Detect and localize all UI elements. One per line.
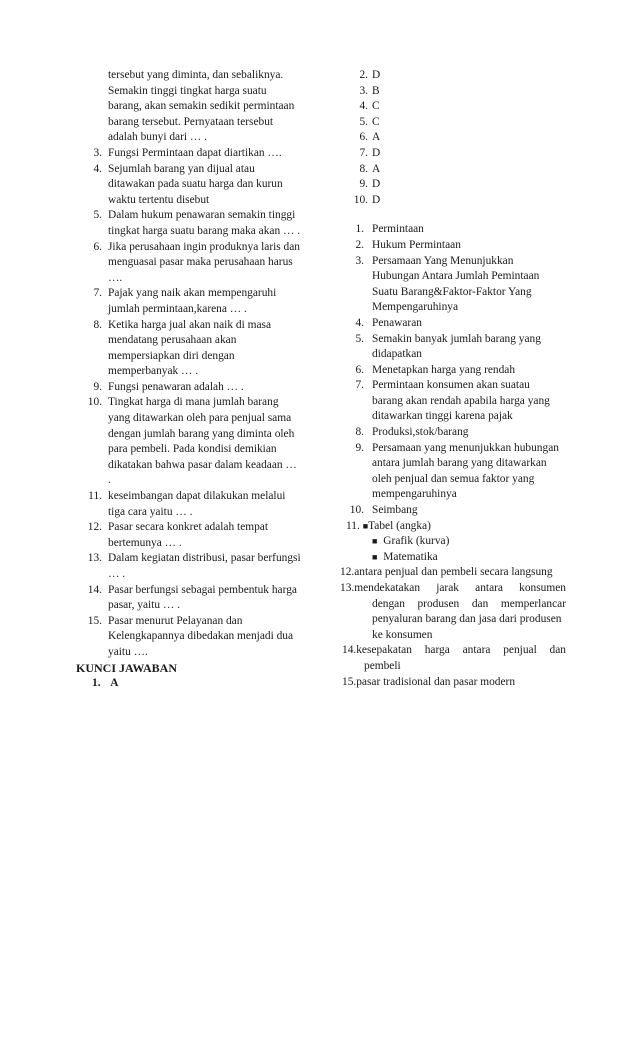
question-item xyxy=(74,380,314,396)
answer-text-line: Suatu Barang&Faktor-Faktor Yang xyxy=(372,285,532,298)
answer-number: 10. xyxy=(353,193,368,206)
right-column xyxy=(338,68,566,690)
question-number: 13. xyxy=(87,552,102,565)
answer-letter: B xyxy=(372,84,380,97)
answer-11 xyxy=(338,519,566,566)
answer-text-line: mempengaruhinya xyxy=(372,488,457,501)
mc-answer-item xyxy=(338,162,566,178)
question-text-line: yang ditawarkan oleh para penjual sama xyxy=(108,412,292,425)
answer-number: 4. xyxy=(355,316,364,329)
square-bullet-icon: ■ xyxy=(372,551,378,562)
answer-13-line: ke konsumen xyxy=(372,628,433,641)
essay-answers xyxy=(338,222,566,518)
question-item xyxy=(74,520,314,551)
multiple-choice-answers xyxy=(338,68,566,208)
question-text-line: tiga cara yaitu … . xyxy=(108,505,193,518)
answer-number: 5. xyxy=(355,332,364,345)
mc-answer-item xyxy=(338,193,566,209)
answer-text-line: ditawarkan tinggi karena pajak xyxy=(372,410,513,423)
answer-11-item: Matematika xyxy=(383,550,438,563)
essay-answer-item xyxy=(338,238,566,254)
question-text-line: mempersiapkan diri dengan xyxy=(108,349,235,362)
question-number: 10. xyxy=(87,396,102,409)
question-number: 5. xyxy=(93,209,102,222)
question-text-line: …. xyxy=(108,271,123,284)
answer-text-line: Mempengaruhinya xyxy=(372,301,459,314)
answer-letter: D xyxy=(372,178,381,191)
question-text-line: barang, akan semakin sedikit permintaan xyxy=(108,100,295,113)
answer-number: 6. xyxy=(359,131,368,144)
answer-letter: C xyxy=(372,100,380,113)
question-text-line: Pasar berfungsi sebagai pembentuk harga xyxy=(108,583,297,596)
essay-answer-item xyxy=(338,332,566,363)
question-item xyxy=(74,146,314,162)
answer-14-line: pembeli xyxy=(364,659,401,672)
answer-number: 1. xyxy=(355,223,364,236)
question-number: 15. xyxy=(87,614,102,627)
question-text-line: tersebut yang diminta, dan sebaliknya. xyxy=(108,69,284,81)
answer-text-line: Permintaan xyxy=(372,223,424,236)
essay-answer-item xyxy=(338,363,566,379)
question-text-line: Pajak yang naik akan mempengaruhi xyxy=(108,287,277,300)
answer-text-line: Semakin banyak jumlah barang yang xyxy=(372,332,541,345)
question-text-line: Kelengkapannya dibedakan menjadi dua xyxy=(108,630,294,643)
mc-answer-item xyxy=(338,146,566,162)
answer-text-line: barang akan rendah apabila harga yang xyxy=(372,394,550,407)
answer-text-line: Permintaan konsumen akan suatau xyxy=(372,379,530,392)
question-item xyxy=(74,583,314,614)
question-number: 9. xyxy=(93,380,102,393)
answer-text-line: Menetapkan harga yang rendah xyxy=(372,363,516,376)
answer-key-item-1 xyxy=(74,676,314,692)
essay-answer-item xyxy=(338,378,566,425)
answer-12: 12.antara penjual dan pembeli secara langsung xyxy=(340,566,553,579)
essay-answer-item xyxy=(338,254,566,316)
left-column xyxy=(74,68,314,692)
answer-13-line: 13.mendekatakan jarak antara konsumen xyxy=(340,582,566,594)
answer-number: 8. xyxy=(355,426,364,439)
answer-text-line: Seimbang xyxy=(372,504,418,517)
question-number: 11. xyxy=(88,490,102,503)
answer-number: 1. xyxy=(92,677,101,690)
answer-13-line: dengan produsen dan memperlancar xyxy=(372,597,566,610)
question-text-line: adalah bunyi dari … . xyxy=(108,131,208,144)
question-number: 4. xyxy=(93,162,102,175)
answer-number: 3. xyxy=(355,254,364,267)
question-text-line: Pasar secara konkret adalah tempat xyxy=(108,521,269,534)
answer-text-line: Persamaan yang menunjukkan hubungan xyxy=(372,441,559,454)
question-item xyxy=(74,318,314,380)
question-item xyxy=(74,286,314,317)
question-text-line: ditawakan pada suatu harga dan kurun xyxy=(108,178,283,191)
question-text-line: waktu tertentu disebut xyxy=(108,193,210,206)
question-text-line: Jika perusahaan ingin produknya laris dan xyxy=(108,240,301,253)
question-text-line: barang tersebut. Pernyataan tersebut xyxy=(108,115,274,128)
mc-answer-item xyxy=(338,99,566,115)
answer-number: 11. xyxy=(346,519,360,532)
question-2-continuation xyxy=(74,68,314,146)
question-number: 3. xyxy=(93,146,102,159)
question-number: 8. xyxy=(93,318,102,331)
question-number: 7. xyxy=(93,287,102,300)
question-text-line: bertemunya … . xyxy=(108,536,182,549)
question-text-line: menguasai pasar maka perusahaan harus xyxy=(108,256,293,269)
answer-text-line: didapatkan xyxy=(372,348,422,361)
question-text-line: keseimbangan dapat dilakukan melalui xyxy=(108,490,286,503)
question-text-line: Sejumlah barang yan dijual atau xyxy=(108,162,255,175)
answer-11-item: Tabel (angka) xyxy=(368,519,431,532)
mc-answer-item xyxy=(338,115,566,131)
question-text-line: Fungsi penawaran adalah … . xyxy=(108,380,244,393)
answer-letter: C xyxy=(372,115,380,128)
question-item xyxy=(74,489,314,520)
answer-text-line: antara jumlah barang yang ditawarkan xyxy=(372,457,547,470)
answer-letter: D xyxy=(372,146,381,159)
answer-letter: A xyxy=(372,162,381,175)
question-item xyxy=(74,208,314,239)
answer-text-line: oleh penjual dan semua faktor yang xyxy=(372,472,535,485)
answer-key-title: KUNCI JAWABAN xyxy=(76,660,178,675)
question-text-line: para pembeli. Pada kondisi demikian xyxy=(108,443,277,456)
square-bullet-icon: ■ xyxy=(362,520,369,531)
answer-text-line: Persamaan Yang Menunjukkan xyxy=(372,254,514,267)
question-text-line: mendatang perusahaan akan xyxy=(108,334,237,347)
question-text-line: jumlah permintaan,karena … . xyxy=(108,302,247,315)
answer-15: 15.pasar tradisional dan pasar modern xyxy=(342,675,516,688)
square-bullet-icon: ■ xyxy=(372,536,378,547)
question-item xyxy=(74,614,314,661)
answer-number: 7. xyxy=(359,146,368,159)
mc-answer-item xyxy=(338,177,566,193)
question-item xyxy=(74,395,314,489)
mc-answer-item xyxy=(338,68,566,84)
question-text-line: dikatakan bahwa pasar dalam keadaan … xyxy=(108,458,297,471)
answer-14-line: 14.kesepakatan harga antara penjual dan xyxy=(342,644,566,657)
answer-number: 6. xyxy=(355,363,364,376)
answer-letter: D xyxy=(372,69,381,81)
answer-number: 8. xyxy=(359,162,368,175)
answer-13-line: penyaluran barang dan jasa dari produsen xyxy=(372,613,562,626)
answer-number: 9. xyxy=(355,441,364,454)
answer-11-item: Grafik (kurva) xyxy=(383,535,450,548)
question-text-line: Ketika harga jual akan naik di masa xyxy=(108,318,271,331)
answer-14 xyxy=(338,643,566,674)
question-item xyxy=(74,240,314,287)
question-item xyxy=(74,162,314,209)
answer-13 xyxy=(338,581,566,643)
answer-text-line: Produksi,stok/barang xyxy=(372,426,469,439)
answer-letter: D xyxy=(372,193,381,206)
answer-number: 4. xyxy=(359,100,368,113)
question-text-line: Pasar menurut Pelayanan dan xyxy=(108,614,243,627)
question-number: 12. xyxy=(87,521,102,534)
essay-answer-item xyxy=(338,441,566,503)
answer-text-line: Penawaran xyxy=(372,316,422,329)
question-text-line: Dalam kegiatan distribusi, pasar berfungsi xyxy=(108,552,301,565)
essay-answer-item xyxy=(338,222,566,238)
mc-answer-item xyxy=(338,130,566,146)
mc-answer-item xyxy=(338,84,566,100)
answer-text-line: Hukum Permintaan xyxy=(372,238,461,251)
question-text-line: . xyxy=(108,474,111,487)
answer-number: 10. xyxy=(349,504,364,517)
answer-letter: A xyxy=(372,131,381,144)
answer-number: 5. xyxy=(359,115,368,128)
answer-number: 2. xyxy=(355,238,364,251)
question-text-line: tingkat harga suatu barang maka akan … . xyxy=(108,224,301,237)
answer-text-line: Hubungan Antara Jumlah Pemintaan xyxy=(372,270,540,283)
answer-number: 9. xyxy=(359,178,368,191)
answer-number: 3. xyxy=(359,84,368,97)
answer-number: 7. xyxy=(355,379,364,392)
answer-number: 2. xyxy=(359,69,368,81)
question-list xyxy=(74,146,314,661)
question-text-line: dengan jumlah barang yang diminta oleh xyxy=(108,427,295,440)
question-number: 6. xyxy=(93,240,102,253)
question-item xyxy=(74,551,314,582)
essay-answer-item xyxy=(338,425,566,441)
question-text-line: memperbanyak … . xyxy=(108,365,199,378)
question-text-line: Tingkat harga di mana jumlah barang xyxy=(108,396,279,409)
essay-answer-item xyxy=(338,316,566,332)
question-text-line: Fungsi Permintaan dapat diartikan …. xyxy=(108,146,282,159)
question-text-line: pasar, yaitu … . xyxy=(108,599,180,612)
essay-answer-item xyxy=(338,503,566,519)
question-text-line: … . xyxy=(108,568,126,580)
question-text-line: yaitu …. xyxy=(108,645,148,658)
question-text-line: Semakin tinggi tingkat harga suatu xyxy=(108,84,267,97)
answer-letter: A xyxy=(110,677,119,690)
question-text-line: Dalam hukum penawaran semakin tinggi xyxy=(108,209,296,222)
question-number: 14. xyxy=(87,583,102,596)
